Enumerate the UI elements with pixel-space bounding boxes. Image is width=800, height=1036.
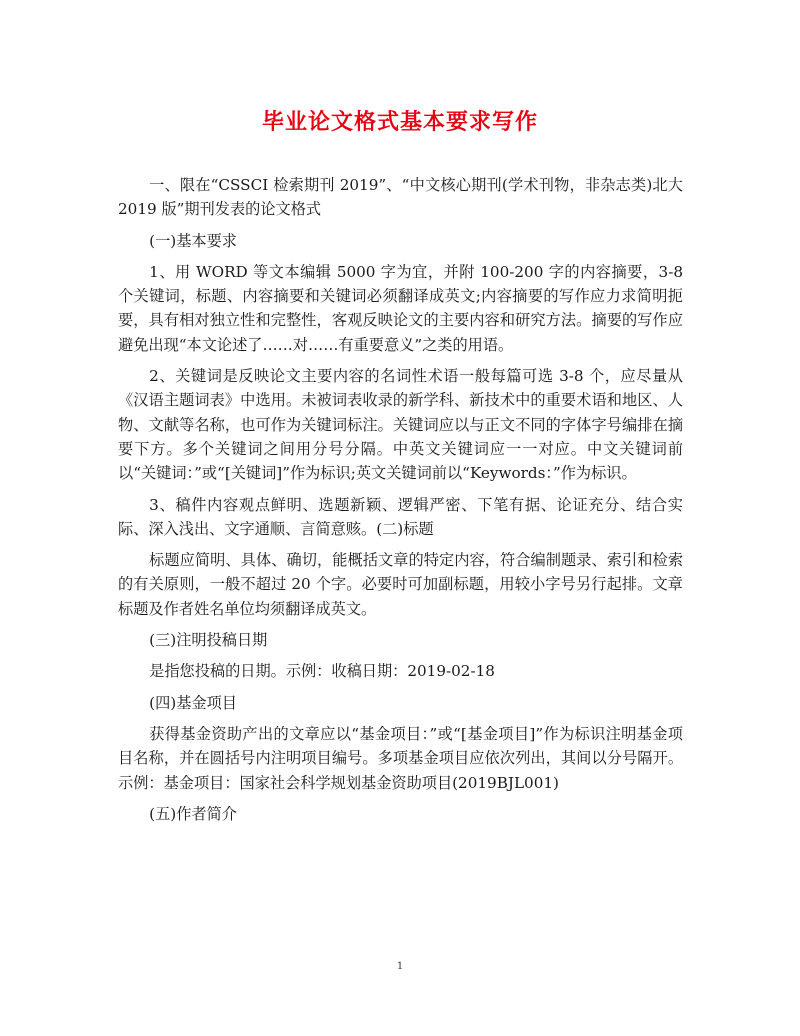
document-title: 毕业论文格式基本要求写作 — [261, 109, 538, 135]
page-number: 1 — [396, 961, 404, 972]
document-body — [118, 173, 683, 833]
paragraph-item-1: 1、用 WORD 等文本编辑 5000 字为宜，并附 100-200 字的内容摘要，3-8 个关键词，标题、内容摘要和关键词必须翻译成英文;内容摘要的写作应力求简明扼要，具有相对独立性和完整性，客观反映论文的主要内容和研究方法。摘要的写作应避免出现“本文论述了……对……有重要意义”之类的用语。 — [118, 262, 683, 354]
paragraph-item-3: 3、稿件内容观点鲜明、选题新颖、逻辑严密、下笔有据、论证充分、结合实际、深入浅出、文字通顺、言简意赅。(二)标题 — [118, 495, 683, 538]
paragraph-basic-requirements: (一)基本要求 — [149, 231, 237, 250]
paragraph-title-rules: 标题应简明、具体、确切，能概括文章的特定内容，符合编制题录、索引和检索的有关原则，一般不超过 20 个字。必要时可加副标题，用较小字号另行起排。文章标题及作者姓名单位均须翻译成英文。 — [118, 551, 683, 618]
paragraph-author-heading: (五)作者简介 — [149, 804, 237, 823]
paragraph-fund-details: 获得基金资助产出的文章应以“基金项目：”或“[基金项目]”作为标识注明基金项目名称，并在圆括号内注明项目编号。多项基金项目应依次列出，其间以分号隔开。示例：基金项目：国家社会科学规划基金资助项目(2019BJL001) — [118, 724, 683, 792]
paragraph-item-2: 2、关键词是反映论文主要内容的名词性术语一般每篇可选 3-8 个，应尽量从《汉语主题词表》中选用。未被词表收录的新学科、新技术中的重要术语和地区、人物、文献等名称，也可作为关键词标注。关键词应以与正文不同的字体字号编排在摘要下方。多个关键词之间用分号分隔。中英文关键词应一一对应。中文关键词前以“关键词：”或“[关键词]”作为标识;英文关键词前以“Keywords：”作为标识。 — [118, 367, 683, 483]
paragraph-submission-date: 是指您投稿的日期。示例：收稿日期：2019-02-18 — [149, 662, 495, 681]
paragraph-submission-date-heading: (三)注明投稿日期 — [149, 631, 268, 650]
paragraph-fund-heading: (四)基金项目 — [149, 693, 237, 712]
paragraph-section-1-heading: 一、限在“CSSCI 检索期刊 2019”、“中文核心期刊(学术刊物，非杂志类)北大 2019 版”期刊发表的论文格式 — [118, 176, 683, 219]
